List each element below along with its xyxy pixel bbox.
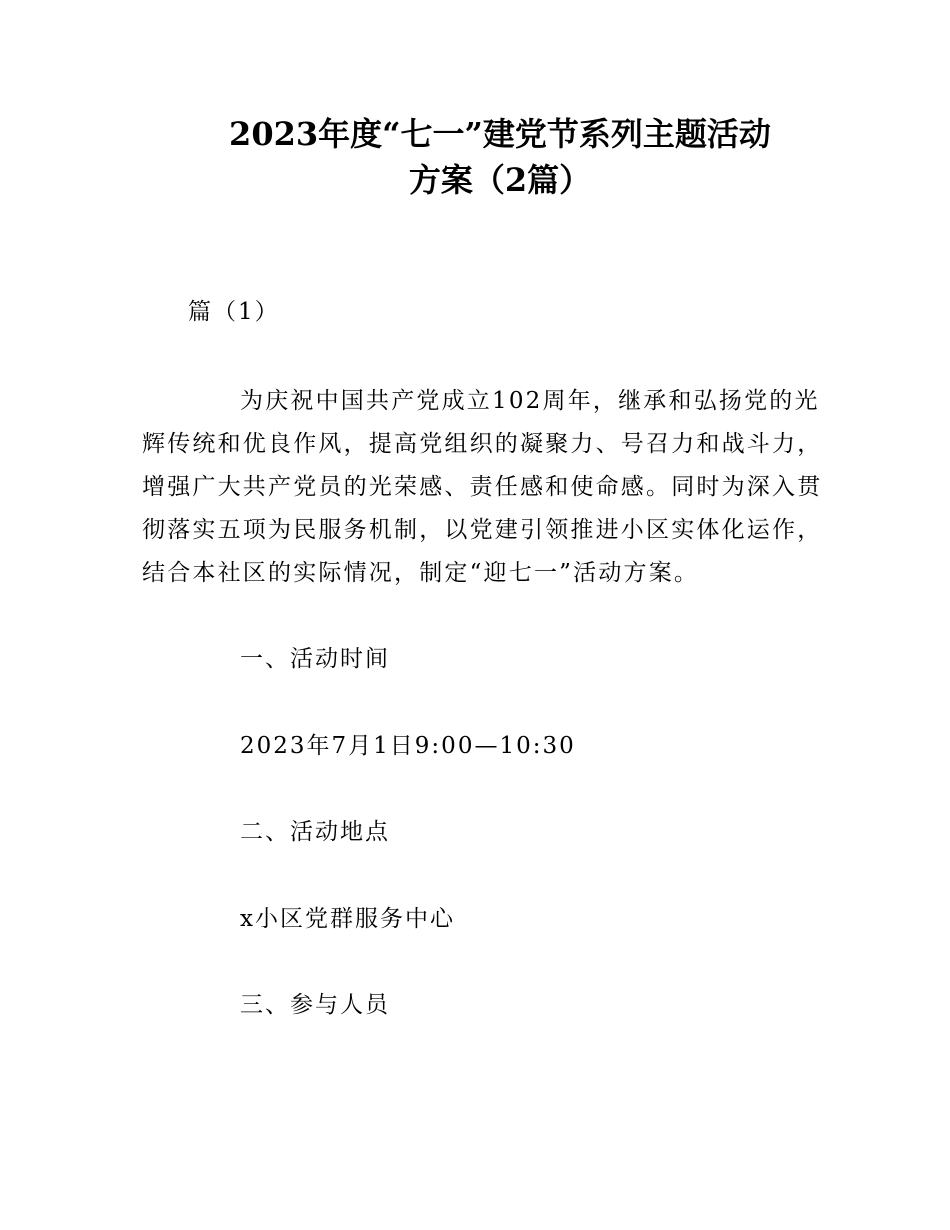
section-content-time: 2023年7月1日9:00—10:30 xyxy=(240,733,576,759)
section-heading-time: 一、活动时间 xyxy=(240,646,390,672)
section-content-location: x小区党群服务中心 xyxy=(240,906,455,932)
section-heading-participants: 三、参与人员 xyxy=(240,992,390,1018)
intro-line: 为庆祝中国共产党成立102周年，继承和弘扬党的光 xyxy=(240,388,820,414)
document-title-line-1: 2023年度“七一”建党节系列主题活动 xyxy=(229,115,771,153)
section-label: 篇（1） xyxy=(188,299,280,325)
document-title-line-2: 方案（2篇） xyxy=(408,161,592,199)
intro-line: 结合本社区的实际情况，制定“迎七一”活动方案。 xyxy=(142,560,700,586)
section-heading-location: 二、活动地点 xyxy=(240,819,390,845)
intro-line: 彻落实五项为民服务机制，以党建引领推进小区实体化运作， xyxy=(142,517,823,543)
intro-line: 辉传统和优良作风，提高党组织的凝聚力、号召力和战斗力， xyxy=(142,431,823,457)
intro-line: 增强广大共产党员的光荣感、责任感和使命感。同时为深入贯 xyxy=(142,474,823,500)
